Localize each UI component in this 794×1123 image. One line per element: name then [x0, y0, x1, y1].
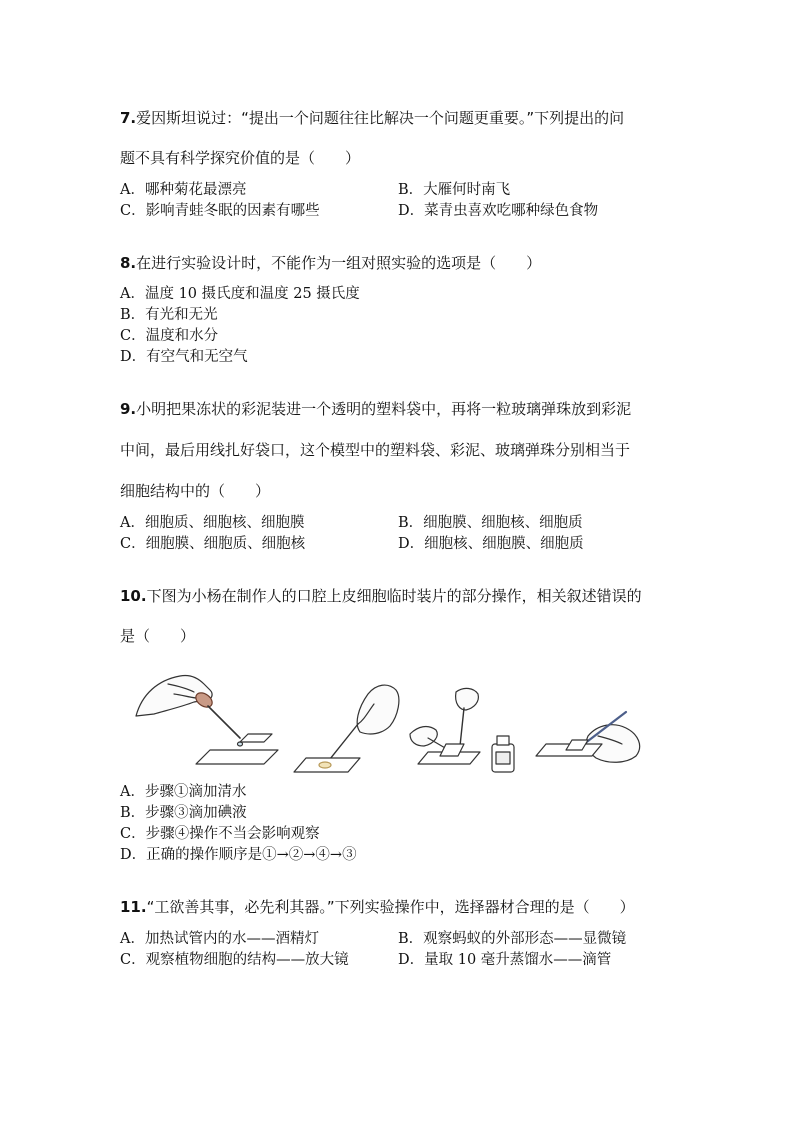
step1-dropper-illustration	[136, 675, 278, 764]
q11-option-a: A．加热试管内的水——酒精灯	[120, 931, 319, 947]
q7-option-d: D．菜青虫喜欢吃哪种绿色食物	[398, 203, 599, 219]
q11-option-b: B．观察蚂蚁的外部形态——显微镜	[398, 931, 627, 947]
q9-option-a: A．细胞质、细胞核、细胞膜	[120, 515, 305, 531]
q9-number: 9.	[120, 400, 137, 418]
q8-number: 8.	[120, 254, 137, 272]
q8-stem-line-1: 8.在进行实验设计时，不能作为一组对照实验的选项是（ ）	[120, 254, 542, 272]
q10-option-b: B．步骤③滴加碘液	[120, 805, 247, 821]
q11-stem-line-1: 11.“工欲善其事，必先利其器。”下列实验操作中，选择器材合理的是（ ）	[120, 898, 635, 916]
q7-stem-line-1: 7.爱因斯坦说过：“提出一个问题往往比解决一个问题更重要。”下列提出的问	[120, 109, 625, 127]
q7-number: 7.	[120, 109, 137, 127]
q9-stem-line-3: 细胞结构中的（ ）	[120, 482, 271, 500]
q9-stem-line-1: 9.小明把果冻状的彩泥装进一个透明的塑料袋中，再将一粒玻璃弹珠放到彩泥	[120, 400, 632, 418]
q8-option-d: D．有空气和无空气	[120, 349, 248, 365]
q7-option-a: A．哪种菊花最漂亮	[120, 182, 247, 198]
q10-stem-line-2: 是（ ）	[120, 627, 196, 645]
q8-option-c: C．温度和水分	[120, 328, 219, 344]
q9-option-c: C．细胞膜、细胞质、细胞核	[120, 536, 306, 552]
q10-option-d: D．正确的操作顺序是①→②→④→③	[120, 847, 357, 863]
q10-option-a: A．步骤①滴加清水	[120, 784, 247, 800]
step3-coverslip-illustration	[410, 688, 514, 772]
q9-option-b: B．细胞膜、细胞核、细胞质	[398, 515, 583, 531]
q11-number: 11.	[120, 898, 147, 916]
q11-option-c: C．观察植物细胞的结构——放大镜	[120, 952, 349, 968]
step4-staining-illustration	[536, 712, 640, 762]
step2-scraping-illustration	[294, 685, 399, 772]
q9-option-d: D．细胞核、细胞膜、细胞质	[398, 536, 584, 552]
q8-option-b: B．有光和无光	[120, 307, 218, 323]
q7-option-c: C．影响青蛙冬眠的因素有哪些	[120, 203, 320, 219]
q10-number: 10.	[120, 587, 147, 605]
q10-option-c: C．步骤④操作不当会影响观察	[120, 826, 320, 842]
q10-stem-line-1: 10.下图为小杨在制作人的口腔上皮细胞临时装片的部分操作，相关叙述错误的	[120, 587, 642, 605]
q8-option-a: A．温度 10 摄氏度和温度 25 摄氏度	[120, 286, 360, 302]
q7-option-b: B．大雁何时南飞	[398, 182, 511, 198]
q7-stem-line-2: 题不具有科学探究价值的是（ ）	[120, 149, 361, 167]
q9-stem-line-2: 中间，最后用线扎好袋口，这个模型中的塑料袋、彩泥、玻璃弹珠分别相当于	[120, 441, 631, 459]
q10-figure	[128, 664, 678, 776]
q11-option-d: D．量取 10 毫升蒸馏水——滴管	[398, 952, 612, 968]
